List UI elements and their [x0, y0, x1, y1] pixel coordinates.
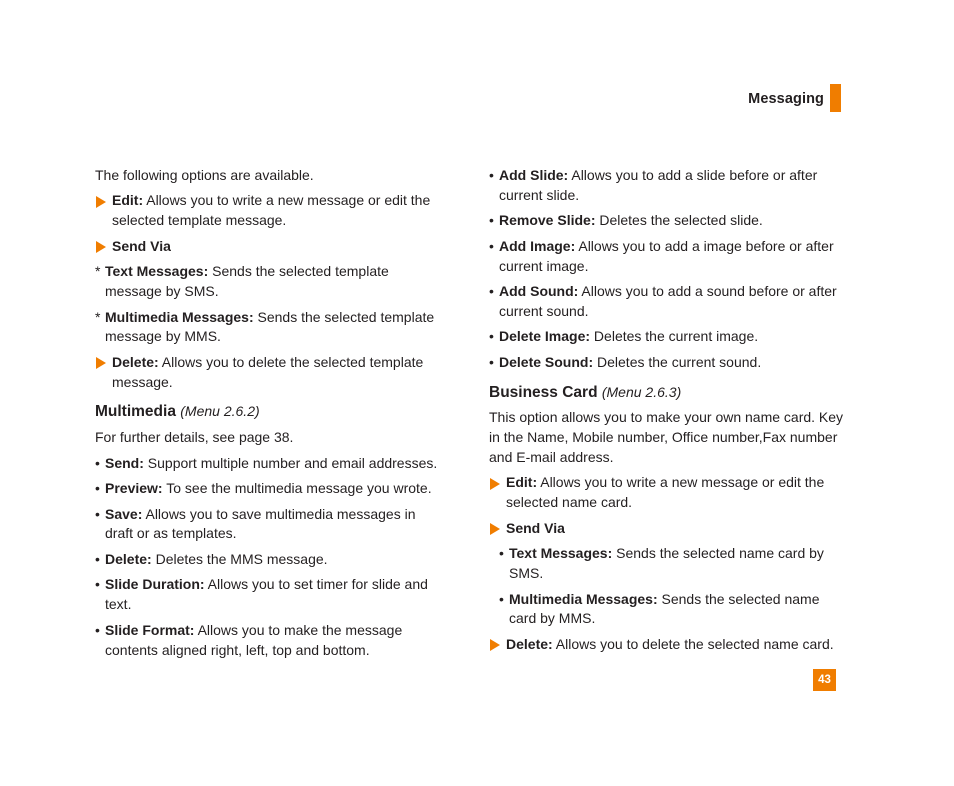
arrow-icon: [96, 241, 106, 253]
option-text: Deletes the current sound.: [593, 353, 762, 370]
bullet-icon: •: [489, 167, 494, 183]
send-via-multimedia-messages: [95, 308, 445, 348]
section-title-business-card: [489, 383, 844, 403]
bullet-preview: [95, 479, 445, 499]
option-text: Allows you to set timer for slide and text.: [105, 576, 428, 613]
option-label: Send Via: [506, 519, 565, 536]
option-label: Delete:: [112, 353, 159, 370]
option-label: Add Sound:: [499, 283, 579, 300]
arrow-icon: [490, 639, 500, 651]
send-via-text-messages: [499, 544, 844, 584]
bullet-slide-format: [95, 621, 445, 661]
option-label: Multimedia Messages:: [509, 590, 658, 607]
page-number-badge: 43: [813, 669, 836, 691]
section-title-text: Business Card: [489, 383, 598, 401]
bullet-icon: •: [95, 621, 100, 638]
option-text: Deletes the current image.: [590, 328, 759, 345]
arrow-icon: [96, 357, 106, 369]
bullet-icon: •: [489, 237, 494, 254]
option-label: Delete:: [506, 635, 553, 652]
option-text: Sends the selected name card by MMS.: [509, 590, 820, 627]
option-text: Allows you to save multimedia messages in draft or as templates.: [105, 505, 416, 542]
section-tab-marker: [830, 84, 841, 112]
option-delete: [489, 635, 844, 655]
bullet-icon: •: [499, 545, 504, 562]
option-text: Deletes the selected slide.: [595, 212, 763, 229]
option-edit: [95, 191, 445, 231]
option-label: Multimedia Messages:: [105, 308, 254, 325]
bullet-icon: •: [95, 480, 100, 497]
option-label: Delete Image:: [499, 328, 591, 345]
bullet-icon: •: [499, 590, 504, 607]
option-text: Allows you to write a new message or edit the selected name card.: [506, 474, 825, 511]
right-column: [489, 166, 844, 660]
option-edit: [489, 473, 844, 513]
option-text: Allows you to add a image before or after current image.: [499, 237, 834, 274]
bullet-save: [95, 505, 445, 545]
bullet-icon: •: [489, 353, 494, 370]
option-text: Deletes the MMS message.: [151, 550, 328, 567]
option-send-via: [95, 237, 445, 257]
option-label: Slide Duration:: [105, 576, 205, 593]
bullet-add-sound: [489, 282, 844, 322]
arrow-icon: [490, 523, 500, 535]
option-text: Allows you to add a slide before or after current slide.: [499, 167, 818, 203]
multimedia-intro: For further details, see page 38.: [95, 429, 294, 446]
option-label: Delete:: [105, 550, 152, 567]
bullet-slide-duration: [95, 575, 445, 615]
intro-text: The following options are available.: [95, 167, 314, 183]
bullet-icon: •: [95, 454, 100, 471]
bullet-add-slide: [489, 166, 844, 206]
bullet-send: [95, 454, 445, 474]
business-card-intro: This option allows you to make your own name card. Key in the Name, Mobile number, Office number,Fax number and E-mail address.: [489, 409, 844, 465]
menu-reference: (Menu 2.6.3): [601, 383, 682, 400]
bullet-icon: •: [489, 328, 494, 345]
option-label: Add Image:: [499, 237, 576, 254]
option-label: Delete Sound:: [499, 353, 594, 370]
section-title-multimedia: [95, 402, 445, 422]
option-text: Allows you to write a new message or edit the selected template message.: [112, 192, 431, 229]
option-label: Send:: [105, 454, 144, 471]
left-column: [95, 166, 445, 666]
bullet-icon: •: [95, 505, 100, 522]
option-label: Edit:: [506, 474, 538, 491]
send-via-multimedia-messages: [499, 590, 844, 630]
option-text: Sends the selected template message by MMS.: [105, 308, 435, 345]
asterisk-mark: *: [95, 308, 101, 325]
bullet-add-image: [489, 237, 844, 277]
option-send-via: [489, 519, 844, 539]
option-text: Sends the selected name card by SMS.: [509, 545, 824, 582]
option-label: Send Via: [112, 237, 171, 254]
send-via-text-messages: [95, 262, 445, 302]
option-label: Text Messages:: [509, 545, 613, 562]
bullet-icon: •: [489, 283, 494, 300]
page-header-title: Messaging: [748, 91, 824, 107]
option-label: Preview:: [105, 480, 163, 497]
option-label: Save:: [105, 505, 143, 522]
option-text: Allows you to add a sound before or after current sound.: [499, 283, 837, 319]
bullet-delete: [95, 550, 445, 570]
option-delete: [95, 353, 445, 393]
bullet-delete-image: [489, 327, 844, 347]
option-text: To see the multimedia message you wrote.: [162, 480, 432, 497]
option-text: Support multiple number and email addresses.: [143, 454, 438, 471]
arrow-icon: [96, 196, 106, 208]
bullet-icon: •: [489, 212, 494, 229]
option-text: Sends the selected template message by SMS.: [105, 263, 389, 300]
bullet-remove-slide: [489, 211, 844, 231]
option-label: Edit:: [112, 192, 144, 209]
option-label: Remove Slide:: [499, 212, 596, 229]
bullet-delete-sound: [489, 353, 844, 373]
option-text: Allows you to delete the selected name card.: [552, 635, 834, 652]
option-text: Allows you to delete the selected template message.: [112, 353, 424, 390]
menu-reference: (Menu 2.6.2): [180, 403, 260, 420]
bullet-icon: •: [95, 550, 100, 567]
option-label: Text Messages:: [105, 263, 209, 280]
section-title-text: Multimedia: [95, 403, 176, 421]
bullet-icon: •: [95, 576, 100, 593]
option-label: Slide Format:: [105, 621, 195, 638]
arrow-icon: [490, 478, 500, 490]
asterisk-mark: *: [95, 263, 101, 280]
option-label: Add Slide:: [499, 167, 569, 183]
option-text: Allows you to make the message contents aligned right, left, top and bottom.: [105, 621, 403, 658]
